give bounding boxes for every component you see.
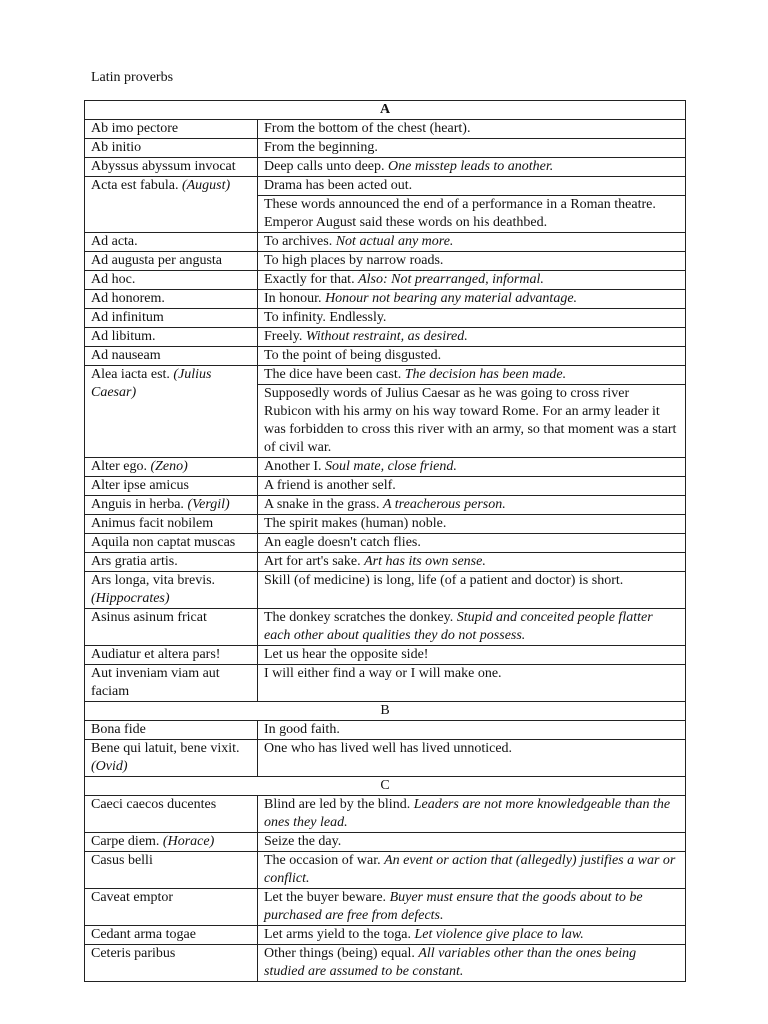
meaning-cell: [258, 120, 686, 139]
meaning-text: Other things (being) equal.: [264, 946, 415, 961]
meaning-explanation: Leaders are not more knowledgeable than the ones they lead.: [264, 797, 671, 830]
proverb-row: [85, 740, 686, 777]
latin-cell: [85, 572, 258, 609]
latin-phrase: Ad acta.: [91, 234, 138, 249]
latin-phrase: Ad honorem.: [91, 291, 165, 306]
meaning-text: Another I.: [264, 459, 322, 474]
latin-cell: [85, 139, 258, 158]
meaning-text: Art for art's sake.: [264, 554, 361, 569]
latin-cell: [85, 945, 258, 982]
proverb-row: [85, 496, 686, 515]
section-letter: C: [85, 777, 686, 796]
meaning-cell: [258, 852, 686, 889]
proverb-row: [85, 233, 686, 252]
meaning-text: An eagle doesn't catch flies.: [264, 535, 421, 550]
latin-phrase: Carpe diem.: [91, 834, 160, 849]
latin-cell: [85, 233, 258, 252]
proverb-row: [85, 833, 686, 852]
proverb-row: [85, 252, 686, 271]
proverb-row: [85, 852, 686, 889]
latin-cell: [85, 458, 258, 477]
latin-cell: [85, 177, 258, 233]
latin-cell: [85, 721, 258, 740]
proverb-row: [85, 721, 686, 740]
latin-phrase: Ab imo pectore: [91, 121, 179, 136]
meaning-text: To infinity. Endlessly.: [264, 310, 387, 325]
latin-phrase: Caeci caecos ducentes: [91, 797, 217, 812]
proverb-row: [85, 458, 686, 477]
meaning-cell: [258, 609, 686, 646]
meaning-text: A snake in the grass.: [264, 497, 380, 512]
latin-phrase: Animus facit nobilem: [91, 516, 214, 531]
latin-phrase: Audiatur et altera pars!: [91, 647, 221, 662]
section-letter: B: [85, 702, 686, 721]
latin-cell: [85, 271, 258, 290]
meaning-cell: [258, 252, 686, 271]
history-note: These words announced the end of a performance in a Roman theatre. Emperor August said these words on his deathbed.: [258, 196, 686, 233]
proverb-row: [85, 889, 686, 926]
latin-phrase: Ad infinitum: [91, 310, 164, 325]
latin-cell: [85, 158, 258, 177]
section-letter: A: [85, 101, 686, 120]
meaning-cell: [258, 534, 686, 553]
proverb-row: [85, 290, 686, 309]
proverb-row: [85, 646, 686, 665]
meaning-cell: [258, 366, 686, 385]
meaning-text: Freely.: [264, 329, 303, 344]
meaning-cell: [258, 290, 686, 309]
latin-attribution: (Vergil): [187, 497, 230, 512]
latin-cell: [85, 796, 258, 833]
latin-phrase: Abyssus abyssum invocat: [91, 159, 236, 174]
latin-cell: [85, 833, 258, 852]
meaning-text: Let the buyer beware.: [264, 890, 387, 905]
latin-cell: [85, 347, 258, 366]
proverb-row: [85, 534, 686, 553]
proverb-row: [85, 139, 686, 158]
meaning-cell: [258, 271, 686, 290]
latin-phrase: Aut inveniam viam aut faciam: [91, 666, 220, 699]
latin-cell: [85, 252, 258, 271]
latin-phrase: Cedant arma togae: [91, 927, 196, 942]
meaning-text: Seize the day.: [264, 834, 342, 849]
latin-phrase: Alter ipse amicus: [91, 478, 189, 493]
meaning-text: In honour.: [264, 291, 322, 306]
latin-phrase: Anguis in herba.: [91, 497, 184, 512]
meaning-explanation: Art has its own sense.: [364, 554, 486, 569]
latin-cell: [85, 553, 258, 572]
meaning-text: Skill (of medicine) is long, life (of a patient and doctor) is short.: [264, 573, 624, 588]
meaning-cell: [258, 889, 686, 926]
latin-cell: [85, 515, 258, 534]
meaning-text: From the bottom of the chest (heart).: [264, 121, 471, 136]
section-header-row: [85, 777, 686, 796]
section-header-row: [85, 702, 686, 721]
latin-phrase: Bona fide: [91, 722, 146, 737]
meaning-text: Drama has been acted out.: [264, 178, 413, 193]
proverb-row: [85, 572, 686, 609]
meaning-explanation: A treacherous person.: [382, 497, 506, 512]
latin-phrase: Caveat emptor: [91, 890, 174, 905]
latin-cell: [85, 609, 258, 646]
latin-attribution: (Zeno): [150, 459, 188, 474]
latin-cell: [85, 120, 258, 139]
latin-phrase: Ad augusta per angusta: [91, 253, 223, 268]
meaning-explanation: An event or action that (allegedly) justifies a war or conflict.: [264, 853, 676, 886]
meaning-cell: [258, 721, 686, 740]
proverb-row: [85, 271, 686, 290]
meaning-cell: [258, 496, 686, 515]
latin-cell: [85, 646, 258, 665]
proverb-row: [85, 309, 686, 328]
meaning-text: The spirit makes (human) noble.: [264, 516, 447, 531]
section-header-row: [85, 101, 686, 120]
latin-attribution: (Hippocrates): [91, 591, 170, 606]
meaning-text: To the point of being disgusted.: [264, 348, 442, 363]
latin-cell: [85, 290, 258, 309]
meaning-explanation: Stupid and conceited people flatter each other about qualities they do not possess.: [264, 610, 653, 643]
latin-cell: [85, 366, 258, 458]
latin-phrase: Acta est fabula.: [91, 178, 179, 193]
proverb-row: [85, 945, 686, 982]
latin-phrase: Ars gratia artis.: [91, 554, 178, 569]
proverb-row: [85, 926, 686, 945]
meaning-cell: [258, 328, 686, 347]
meaning-explanation: One misstep leads to another.: [388, 159, 554, 174]
meaning-text: Deep calls unto deep.: [264, 159, 385, 174]
meaning-explanation: Also: Not prearranged, informal.: [358, 272, 544, 287]
proverb-row: [85, 120, 686, 139]
latin-phrase: Ceteris paribus: [91, 946, 176, 961]
latin-phrase: Alter ego.: [91, 459, 147, 474]
latin-cell: [85, 665, 258, 702]
proverb-row: [85, 515, 686, 534]
latin-attribution: (Ovid): [91, 759, 128, 774]
meaning-cell: [258, 740, 686, 777]
latin-cell: [85, 889, 258, 926]
meaning-cell: [258, 177, 686, 196]
proverb-row: [85, 796, 686, 833]
proverb-row: [85, 366, 686, 385]
meaning-explanation: The decision has been made.: [404, 367, 567, 382]
proverbs-table: [84, 100, 686, 982]
latin-phrase: Ad nauseam: [91, 348, 161, 363]
proverb-row: [85, 328, 686, 347]
meaning-cell: [258, 233, 686, 252]
meaning-text: The occasion of war.: [264, 853, 381, 868]
meaning-cell: [258, 477, 686, 496]
meaning-cell: [258, 796, 686, 833]
latin-phrase: Asinus asinum fricat: [91, 610, 207, 625]
meaning-explanation: Not actual any more.: [335, 234, 454, 249]
meaning-text: From the beginning.: [264, 140, 378, 155]
meaning-cell: [258, 347, 686, 366]
meaning-cell: [258, 945, 686, 982]
proverb-row: [85, 347, 686, 366]
latin-cell: [85, 496, 258, 515]
meaning-text: Let us hear the opposite side!: [264, 647, 429, 662]
latin-cell: [85, 309, 258, 328]
meaning-cell: [258, 646, 686, 665]
proverb-row: [85, 553, 686, 572]
meaning-cell: [258, 926, 686, 945]
meaning-cell: [258, 515, 686, 534]
meaning-cell: [258, 458, 686, 477]
latin-phrase: Ad hoc.: [91, 272, 136, 287]
meaning-text: A friend is another self.: [264, 478, 396, 493]
meaning-explanation: Buyer must ensure that the goods about to be purchased are free from defects.: [264, 890, 643, 923]
meaning-text: One who has lived well has lived unnoticed.: [264, 741, 513, 756]
latin-cell: [85, 328, 258, 347]
proverb-row: [85, 665, 686, 702]
meaning-explanation: Without restraint, as desired.: [305, 329, 468, 344]
meaning-text: To archives.: [264, 234, 333, 249]
document-title: Latin proverbs: [91, 70, 174, 85]
meaning-text: I will either find a way or I will make one.: [264, 666, 502, 681]
proverbs-table-body: [85, 101, 686, 982]
meaning-text: Blind are led by the blind.: [264, 797, 411, 812]
proverb-row: [85, 158, 686, 177]
latin-attribution: (Julius Caesar): [91, 367, 212, 400]
latin-cell: [85, 477, 258, 496]
latin-attribution: (Horace): [162, 834, 215, 849]
meaning-text: To high places by narrow roads.: [264, 253, 444, 268]
history-note: Supposedly words of Julius Caesar as he was going to cross river Rubicon with his army on his way toward Rome. For an army leader it was forbidden to cross this river with an army, so that moment was a start of civil war.: [258, 385, 686, 458]
latin-phrase: Alea iacta est.: [91, 367, 170, 382]
latin-phrase: Aquila non captat muscas: [91, 535, 236, 550]
meaning-explanation: All variables other than the ones being studied are assumed to be constant.: [264, 946, 637, 979]
meaning-cell: [258, 572, 686, 609]
latin-cell: [85, 852, 258, 889]
latin-phrase: Ab initio: [91, 140, 142, 155]
latin-attribution: (August): [181, 178, 231, 193]
meaning-text: In good faith.: [264, 722, 340, 737]
meaning-text: Exactly for that.: [264, 272, 355, 287]
meaning-cell: [258, 833, 686, 852]
latin-phrase: Bene qui latuit, bene vixit.: [91, 741, 240, 756]
meaning-text: The dice have been cast.: [264, 367, 402, 382]
meaning-text: The donkey scratches the donkey.: [264, 610, 454, 625]
meaning-cell: [258, 158, 686, 177]
latin-phrase: Casus belli: [91, 853, 153, 868]
meaning-explanation: Honour not bearing any material advantage.: [325, 291, 578, 306]
proverb-row: [85, 177, 686, 196]
proverb-row: [85, 609, 686, 646]
latin-cell: [85, 926, 258, 945]
meaning-cell: [258, 309, 686, 328]
meaning-text: Let arms yield to the toga.: [264, 927, 411, 942]
meaning-explanation: Soul mate, close friend.: [325, 459, 457, 474]
meaning-cell: [258, 553, 686, 572]
latin-cell: [85, 534, 258, 553]
meaning-cell: [258, 665, 686, 702]
latin-phrase: Ars longa, vita brevis.: [91, 573, 216, 588]
meaning-explanation: Let violence give place to law.: [414, 927, 584, 942]
latin-cell: [85, 740, 258, 777]
latin-phrase: Ad libitum.: [91, 329, 156, 344]
meaning-cell: [258, 139, 686, 158]
proverb-row: [85, 477, 686, 496]
